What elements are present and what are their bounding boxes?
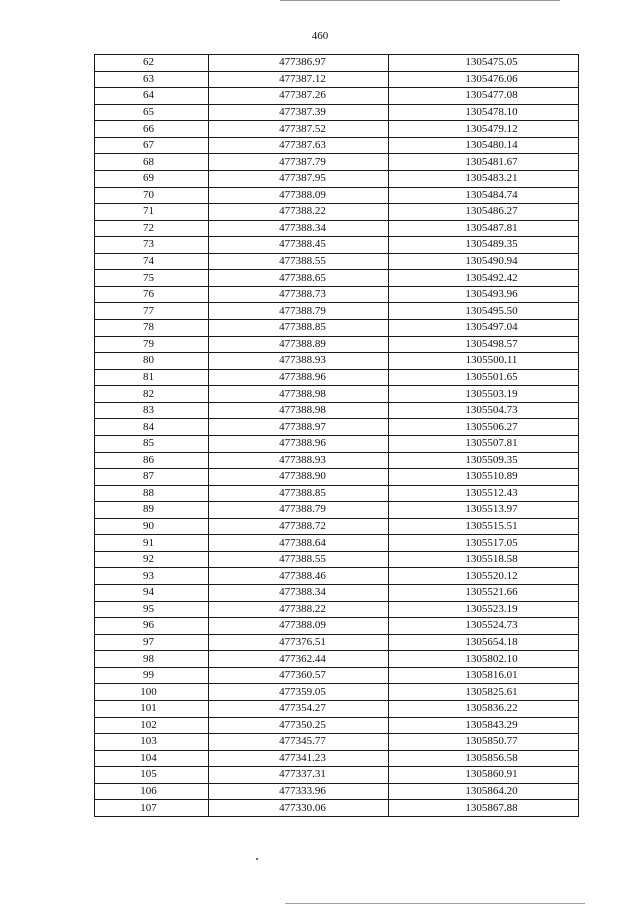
y-coordinate-cell: 1305654.18 <box>389 634 579 651</box>
x-coordinate-cell: 477333.96 <box>209 783 389 800</box>
point-number-cell: 64 <box>95 88 209 105</box>
scan-edge-top <box>280 0 560 1</box>
x-coordinate-cell: 477388.65 <box>209 270 389 287</box>
y-coordinate-cell: 1305479.12 <box>389 121 579 138</box>
y-coordinate-cell: 1305825.61 <box>389 684 579 701</box>
table-row <box>95 684 579 701</box>
table-row <box>95 800 579 817</box>
table-row <box>95 71 579 88</box>
point-number-cell: 87 <box>95 469 209 486</box>
point-number-cell: 92 <box>95 551 209 568</box>
point-number-cell: 86 <box>95 452 209 469</box>
table-row <box>95 170 579 187</box>
y-coordinate-cell: 1305475.05 <box>389 55 579 72</box>
table-row <box>95 253 579 270</box>
y-coordinate-cell: 1305480.14 <box>389 137 579 154</box>
y-coordinate-cell: 1305512.43 <box>389 485 579 502</box>
y-coordinate-cell: 1305478.10 <box>389 104 579 121</box>
table-row <box>95 104 579 121</box>
table-row <box>95 353 579 370</box>
table-row <box>95 88 579 105</box>
x-coordinate-cell: 477388.64 <box>209 535 389 552</box>
x-coordinate-cell: 477388.89 <box>209 336 389 353</box>
table-row <box>95 585 579 602</box>
y-coordinate-cell: 1305498.57 <box>389 336 579 353</box>
point-number-cell: 85 <box>95 435 209 452</box>
table-row <box>95 651 579 668</box>
point-number-cell: 93 <box>95 568 209 585</box>
x-coordinate-cell: 477362.44 <box>209 651 389 668</box>
y-coordinate-cell: 1305497.04 <box>389 320 579 337</box>
table-row <box>95 535 579 552</box>
table-row <box>95 717 579 734</box>
x-coordinate-cell: 477388.34 <box>209 585 389 602</box>
x-coordinate-cell: 477337.31 <box>209 767 389 784</box>
y-coordinate-cell: 1305483.21 <box>389 170 579 187</box>
y-coordinate-cell: 1305500.11 <box>389 353 579 370</box>
y-coordinate-cell: 1305513.97 <box>389 502 579 519</box>
table-row <box>95 121 579 138</box>
x-coordinate-cell: 477387.39 <box>209 104 389 121</box>
point-number-cell: 91 <box>95 535 209 552</box>
y-coordinate-cell: 1305518.58 <box>389 551 579 568</box>
y-coordinate-cell: 1305509.35 <box>389 452 579 469</box>
y-coordinate-cell: 1305520.12 <box>389 568 579 585</box>
x-coordinate-cell: 477387.63 <box>209 137 389 154</box>
x-coordinate-cell: 477387.79 <box>209 154 389 171</box>
point-number-cell: 98 <box>95 651 209 668</box>
table-row <box>95 55 579 72</box>
point-number-cell: 74 <box>95 253 209 270</box>
y-coordinate-cell: 1305521.66 <box>389 585 579 602</box>
point-number-cell: 67 <box>95 137 209 154</box>
x-coordinate-cell: 477388.85 <box>209 485 389 502</box>
x-coordinate-cell: 477388.09 <box>209 618 389 635</box>
x-coordinate-cell: 477388.96 <box>209 369 389 386</box>
point-number-cell: 90 <box>95 518 209 535</box>
point-number-cell: 97 <box>95 634 209 651</box>
point-number-cell: 77 <box>95 303 209 320</box>
table-row <box>95 154 579 171</box>
table-row <box>95 402 579 419</box>
point-number-cell: 63 <box>95 71 209 88</box>
y-coordinate-cell: 1305476.06 <box>389 71 579 88</box>
point-number-cell: 103 <box>95 734 209 751</box>
x-coordinate-cell: 477388.22 <box>209 601 389 618</box>
point-number-cell: 101 <box>95 700 209 717</box>
table-row <box>95 286 579 303</box>
point-number-cell: 104 <box>95 750 209 767</box>
y-coordinate-cell: 1305503.19 <box>389 386 579 403</box>
table-row <box>95 700 579 717</box>
page-number: 460 <box>311 30 329 42</box>
y-coordinate-cell: 1305517.05 <box>389 535 579 552</box>
x-coordinate-cell: 477388.79 <box>209 303 389 320</box>
y-coordinate-cell: 1305506.27 <box>389 419 579 436</box>
table-row <box>95 551 579 568</box>
point-number-cell: 106 <box>95 783 209 800</box>
point-number-cell: 72 <box>95 220 209 237</box>
point-number-cell: 89 <box>95 502 209 519</box>
x-coordinate-cell: 477388.90 <box>209 469 389 486</box>
x-coordinate-cell: 477388.98 <box>209 402 389 419</box>
y-coordinate-cell: 1305856.58 <box>389 750 579 767</box>
x-coordinate-cell: 477341.23 <box>209 750 389 767</box>
table-row <box>95 634 579 651</box>
table-row <box>95 618 579 635</box>
table-row <box>95 568 579 585</box>
x-coordinate-cell: 477388.93 <box>209 353 389 370</box>
x-coordinate-cell: 477388.73 <box>209 286 389 303</box>
y-coordinate-cell: 1305504.73 <box>389 402 579 419</box>
point-number-cell: 83 <box>95 402 209 419</box>
x-coordinate-cell: 477360.57 <box>209 667 389 684</box>
coordinates-table <box>94 54 579 817</box>
point-number-cell: 99 <box>95 667 209 684</box>
x-coordinate-cell: 477350.25 <box>209 717 389 734</box>
y-coordinate-cell: 1305850.77 <box>389 734 579 751</box>
point-number-cell: 84 <box>95 419 209 436</box>
x-coordinate-cell: 477359.05 <box>209 684 389 701</box>
point-number-cell: 69 <box>95 170 209 187</box>
x-coordinate-cell: 477388.96 <box>209 435 389 452</box>
point-number-cell: 66 <box>95 121 209 138</box>
y-coordinate-cell: 1305867.88 <box>389 800 579 817</box>
y-coordinate-cell: 1305481.67 <box>389 154 579 171</box>
point-number-cell: 68 <box>95 154 209 171</box>
x-coordinate-cell: 477388.55 <box>209 253 389 270</box>
y-coordinate-cell: 1305507.81 <box>389 435 579 452</box>
x-coordinate-cell: 477388.34 <box>209 220 389 237</box>
table-row <box>95 137 579 154</box>
x-coordinate-cell: 477387.95 <box>209 170 389 187</box>
table-row <box>95 469 579 486</box>
point-number-cell: 75 <box>95 270 209 287</box>
table-row <box>95 369 579 386</box>
point-number-cell: 95 <box>95 601 209 618</box>
y-coordinate-cell: 1305836.22 <box>389 700 579 717</box>
x-coordinate-cell: 477388.46 <box>209 568 389 585</box>
y-coordinate-cell: 1305486.27 <box>389 204 579 221</box>
point-number-cell: 73 <box>95 237 209 254</box>
y-coordinate-cell: 1305477.08 <box>389 88 579 105</box>
table-row <box>95 204 579 221</box>
point-number-cell: 100 <box>95 684 209 701</box>
y-coordinate-cell: 1305523.19 <box>389 601 579 618</box>
y-coordinate-cell: 1305501.65 <box>389 369 579 386</box>
point-number-cell: 94 <box>95 585 209 602</box>
table-row <box>95 237 579 254</box>
y-coordinate-cell: 1305816.01 <box>389 667 579 684</box>
x-coordinate-cell: 477330.06 <box>209 800 389 817</box>
table-row <box>95 220 579 237</box>
y-coordinate-cell: 1305493.96 <box>389 286 579 303</box>
table-row <box>95 187 579 204</box>
table-row <box>95 452 579 469</box>
table-row <box>95 336 579 353</box>
x-coordinate-cell: 477387.52 <box>209 121 389 138</box>
x-coordinate-cell: 477387.26 <box>209 88 389 105</box>
point-number-cell: 107 <box>95 800 209 817</box>
y-coordinate-cell: 1305860.91 <box>389 767 579 784</box>
y-coordinate-cell: 1305524.73 <box>389 618 579 635</box>
x-coordinate-cell: 477388.09 <box>209 187 389 204</box>
y-coordinate-cell: 1305495.50 <box>389 303 579 320</box>
point-number-cell: 65 <box>95 104 209 121</box>
point-number-cell: 78 <box>95 320 209 337</box>
y-coordinate-cell: 1305490.94 <box>389 253 579 270</box>
point-number-cell: 105 <box>95 767 209 784</box>
point-number-cell: 88 <box>95 485 209 502</box>
table-row <box>95 767 579 784</box>
table-row <box>95 750 579 767</box>
table-row <box>95 320 579 337</box>
y-coordinate-cell: 1305864.20 <box>389 783 579 800</box>
y-coordinate-cell: 1305487.81 <box>389 220 579 237</box>
y-coordinate-cell: 1305843.29 <box>389 717 579 734</box>
table-row <box>95 734 579 751</box>
coordinates-table-body <box>95 55 579 817</box>
scan-speck <box>256 858 258 860</box>
y-coordinate-cell: 1305484.74 <box>389 187 579 204</box>
y-coordinate-cell: 1305489.35 <box>389 237 579 254</box>
x-coordinate-cell: 477388.98 <box>209 386 389 403</box>
point-number-cell: 80 <box>95 353 209 370</box>
point-number-cell: 71 <box>95 204 209 221</box>
point-number-cell: 96 <box>95 618 209 635</box>
x-coordinate-cell: 477354.27 <box>209 700 389 717</box>
x-coordinate-cell: 477388.45 <box>209 237 389 254</box>
table-row <box>95 270 579 287</box>
table-row <box>95 435 579 452</box>
x-coordinate-cell: 477388.97 <box>209 419 389 436</box>
x-coordinate-cell: 477388.55 <box>209 551 389 568</box>
table-row <box>95 601 579 618</box>
point-number-cell: 102 <box>95 717 209 734</box>
x-coordinate-cell: 477388.22 <box>209 204 389 221</box>
y-coordinate-cell: 1305492.42 <box>389 270 579 287</box>
point-number-cell: 76 <box>95 286 209 303</box>
table-row <box>95 502 579 519</box>
table-row <box>95 386 579 403</box>
table-row <box>95 485 579 502</box>
x-coordinate-cell: 477376.51 <box>209 634 389 651</box>
x-coordinate-cell: 477387.12 <box>209 71 389 88</box>
x-coordinate-cell: 477386.97 <box>209 55 389 72</box>
x-coordinate-cell: 477388.85 <box>209 320 389 337</box>
x-coordinate-cell: 477388.93 <box>209 452 389 469</box>
y-coordinate-cell: 1305515.51 <box>389 518 579 535</box>
x-coordinate-cell: 477345.77 <box>209 734 389 751</box>
x-coordinate-cell: 477388.79 <box>209 502 389 519</box>
y-coordinate-cell: 1305510.89 <box>389 469 579 486</box>
point-number-cell: 82 <box>95 386 209 403</box>
table-row <box>95 667 579 684</box>
y-coordinate-cell: 1305802.10 <box>389 651 579 668</box>
point-number-cell: 81 <box>95 369 209 386</box>
table-row <box>95 783 579 800</box>
x-coordinate-cell: 477388.72 <box>209 518 389 535</box>
point-number-cell: 70 <box>95 187 209 204</box>
table-row <box>95 419 579 436</box>
table-row <box>95 303 579 320</box>
table-row <box>95 518 579 535</box>
scan-edge-bottom <box>285 903 585 904</box>
point-number-cell: 62 <box>95 55 209 72</box>
point-number-cell: 79 <box>95 336 209 353</box>
